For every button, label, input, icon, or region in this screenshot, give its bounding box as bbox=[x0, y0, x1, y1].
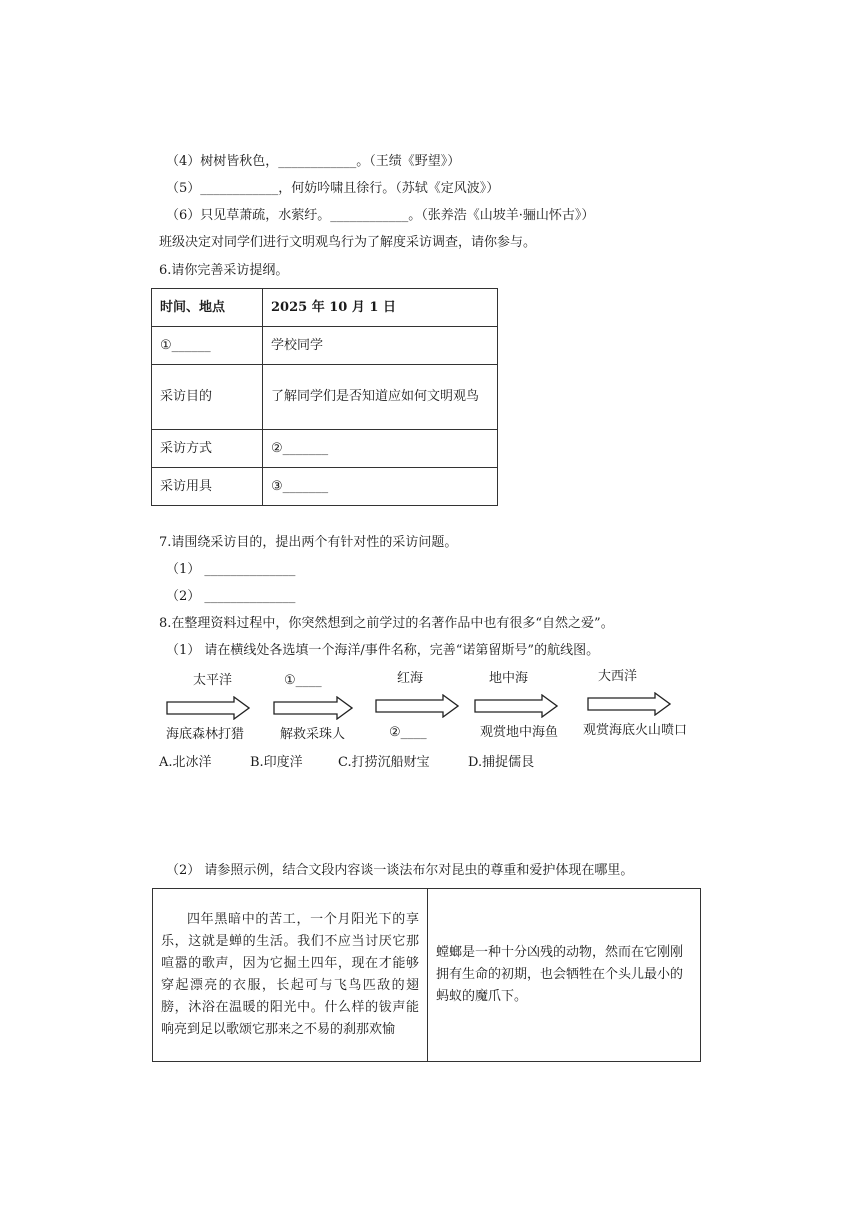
route-top-label: 太平洋 bbox=[193, 673, 233, 688]
route-bottom-label: 观赏地中海鱼 bbox=[480, 725, 559, 740]
table-row bbox=[152, 289, 498, 327]
route-bottom-label: 海底森林打猎 bbox=[166, 727, 245, 742]
route-arrow-icon bbox=[273, 696, 353, 720]
poem-text: 树树皆秋色，____________。（王绩《野望》） bbox=[200, 154, 461, 169]
poem-line-6 bbox=[166, 207, 594, 225]
route-top-label: ①____ bbox=[284, 673, 322, 688]
route-bottom-label: ②____ bbox=[389, 725, 427, 740]
row-label: 采访方式 bbox=[152, 430, 263, 468]
poem-line-4 bbox=[166, 153, 460, 171]
example-left-cell bbox=[153, 889, 428, 1062]
poem-number: （4） bbox=[166, 154, 201, 169]
q7-item-2: （2） ______________ bbox=[166, 589, 296, 604]
table-row bbox=[152, 365, 498, 430]
poem-line-5 bbox=[166, 180, 499, 198]
route-arrow-icon bbox=[587, 692, 671, 716]
example-left-text: 四年黑暗中的苦工，一个月阳光下的享乐，这就是蝉的生活。我们不应当讨厌它那喧嚣的歌声，因为它掘土四年，现在才能够穿起漂亮的衣服，长起可与飞鸟匹敌的翅膀，沐浴在温暖的阳光中。什么样的钹声能响亮到足以歌颂它那来之不易的刹那欢愉 bbox=[161, 912, 419, 1037]
option-c: C.打捞沉船财宝 bbox=[338, 755, 430, 770]
q8-prompt: 8.在整理资料过程中，你突然想到之前学过的名著作品中也有很多“自然之爱”。 bbox=[159, 616, 614, 631]
row-label: 采访目的 bbox=[152, 365, 263, 430]
route-arrow-icon bbox=[375, 694, 459, 718]
route-bottom-label: 解救采珠人 bbox=[280, 727, 346, 742]
row-value: 学校同学 bbox=[263, 327, 498, 365]
q7-item-1: （1） ______________ bbox=[166, 562, 296, 577]
row-label: 时间、地点 bbox=[152, 289, 263, 327]
example-table bbox=[152, 888, 701, 1062]
poem-number: （5） bbox=[166, 181, 201, 196]
table-row bbox=[153, 889, 701, 1062]
row-value: 了解同学们是否知道应如何文明观鸟 bbox=[263, 365, 498, 430]
table-row bbox=[152, 430, 498, 468]
route-top-label: 大西洋 bbox=[598, 669, 638, 684]
example-right-text: 螳螂是一种十分凶残的动物，然而在它刚刚拥有生命的初期，也会牺牲在个头儿最小的蚂蚁的魔爪下。 bbox=[436, 945, 684, 1004]
route-arrow-icon bbox=[166, 696, 250, 720]
q7-prompt: 7.请围绕采访目的，提出两个有针对性的采访问题。 bbox=[159, 535, 458, 550]
poem-number: （6） bbox=[166, 208, 201, 223]
q8-sub2: （2） 请参照示例，结合文段内容谈一谈法布尔对昆虫的尊重和爱护体现在哪里。 bbox=[166, 863, 634, 878]
q6-prompt: 6.请你完善采访提纲。 bbox=[159, 263, 289, 278]
table-row bbox=[152, 327, 498, 365]
option-a: A.北冰洋 bbox=[159, 755, 212, 770]
example-right-cell bbox=[428, 889, 701, 1062]
poem-text: 只见草萧疏，水萦纡。____________。（张养浩《山坡羊·骊山怀古》） bbox=[200, 208, 595, 223]
route-top-label: 红海 bbox=[397, 671, 424, 686]
route-arrow-icon bbox=[474, 694, 558, 718]
row-value: 2025 年 10 月 1 日 bbox=[263, 289, 498, 327]
row-label: ①______ bbox=[152, 327, 263, 365]
table-row bbox=[152, 468, 498, 506]
route-bottom-label: 观赏海底火山喷口 bbox=[583, 723, 688, 738]
interview-outline-table bbox=[151, 288, 498, 506]
poem-text: ____________，何妨吟啸且徐行。（苏轼《定风波》） bbox=[200, 181, 500, 196]
row-label: 采访用具 bbox=[152, 468, 263, 506]
row-value: ③_______ bbox=[263, 468, 498, 506]
option-d: D.捕捉儒艮 bbox=[468, 755, 535, 770]
option-b: B.印度洋 bbox=[250, 755, 303, 770]
row-value: ②_______ bbox=[263, 430, 498, 468]
intro-text: 班级决定对同学们进行文明观鸟行为了解度采访调查，请你参与。 bbox=[159, 235, 537, 250]
q8-sub1: （1） 请在横线处各选填一个海洋/事件名称，完善“诺第留斯号”的航线图。 bbox=[166, 643, 600, 658]
route-top-label: 地中海 bbox=[489, 671, 529, 686]
